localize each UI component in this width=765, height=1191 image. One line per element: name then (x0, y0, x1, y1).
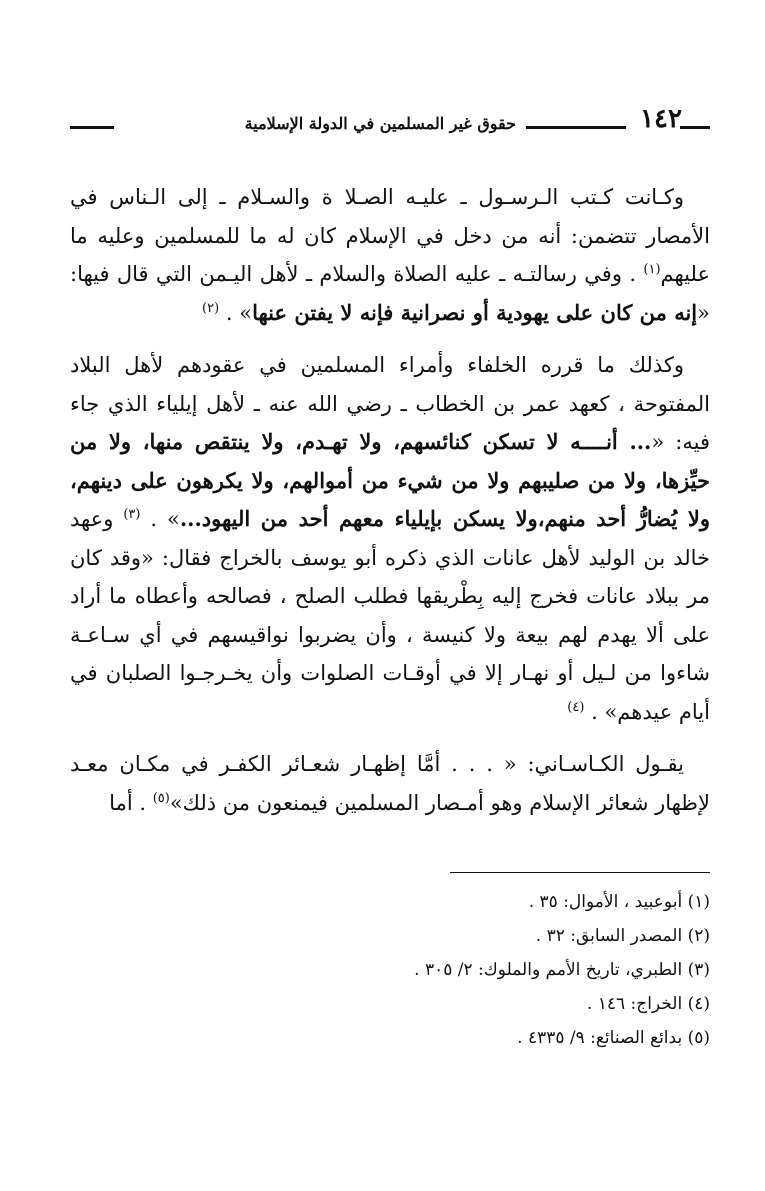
footnote-ref-3: (٣) (123, 507, 141, 522)
page-number: ١٤٢ (640, 104, 682, 134)
footnote-ref-4: (٤) (567, 699, 585, 715)
paragraph-1 (70, 178, 710, 332)
covenant-quote: ... أنــــه لا تسكن كنائسهم، ولا تهـدم، ولا ينتقص منها، ولا من حيِّزها، ولا من صليبهم ولا من شيء من أموالهم، ولا يكرهون على دينهم، ولا يُضارُّ أحد منهم،ولا يسكن بإيلياء معهم أحد من اليهود... (70, 429, 710, 531)
footnote-2: (٢) المصدر السابق: ٣٢ . (535, 926, 710, 946)
book-page (70, 0, 710, 1191)
paragraph-3 (70, 745, 710, 822)
header-rule-left (70, 126, 114, 129)
paragraph-3-text-2: . أما (109, 790, 153, 815)
footnote-ref-1: (١) (643, 262, 661, 277)
header-rule-middle (526, 126, 626, 129)
paragraph-2-text-2: » . (150, 507, 180, 531)
paragraph-2 (70, 346, 710, 731)
footnote-ref-5: (٥) (152, 790, 170, 806)
paragraph-1-text: وكـانت كـتب الـرسـول ـ عليـه الصـلا ة والسـلام ـ إلى الـناس في الأمصار تتضمن: أنه من دخل في الإسلام كان له ما للمسلمين وعليه ما عليهم (70, 185, 710, 286)
footnotes-list (70, 885, 710, 1055)
footnote-4: (٤) الخراج: ١٤٦ . (586, 994, 710, 1014)
main-text (70, 178, 710, 836)
header-rule-right (680, 126, 710, 129)
paragraph-1-text-3: » . (225, 300, 253, 325)
paragraph-1-text-2: . وفي رسالتـه ـ عليه الصلاة والسلام ـ لأهل اليـمن التي قال فيها: « (70, 262, 710, 325)
paragraph-2-text: وكذلك ما قرره الخلفاء وأمراء المسلمين في عقودهم لأهل البلاد المفتوحة ، كعهد عمر بن الخطاب ـ رضي الله عنه ـ لأهل إيلياء الذي جاء فيه: « (70, 353, 710, 454)
paragraph-2-text-3: وعهد خالد بن الوليد لأهل عانات الذي ذكره أبو يوسف بالخراج فقال: «وقد كان مر ببلاد عانات فخرج إليه بِطْريقها فطلب الصلح ، فصالحه وأعطاه ما أراد على ألا يهدم لهم بيعة ولا كنيسة ، وأن يضربوا نواقيسهم في أي سـاعـة شاءوا من لـيل أو نهـار إلا في أوقـات الصلوات وأن يخـرجـوا الصلبان في أيام عيدهم» . (70, 507, 710, 724)
hadith-quote: إنه من كان على يهودية أو نصرانية فإنه لا يفتن عنها (252, 299, 698, 325)
running-header (70, 102, 710, 142)
footnote-1: (١) أبوعبيد ، الأموال: ٣٥ . (528, 892, 710, 912)
footnote-ref-2: (٢) (202, 300, 220, 316)
running-title: حقوق غير المسلمين في الدولة الإسلامية (244, 114, 516, 133)
footnote-3: (٣) الطبري، تاريخ الأمم والملوك: ٢/ ٣٠٥ . (414, 960, 710, 980)
paragraph-3-text: يقـول الكـاسـاني: « . . . أمَّا إظهـار شعـائر الكفـر في مكـان معـد لإظهار شعائر الإسلام وهو أمـصار المسلمين فيمنعون من ذلك» (70, 752, 710, 815)
footnote-5: (٥) بدائع الصنائع: ٩/ ٤٣٣٥ . (517, 1028, 710, 1048)
footnote-separator (450, 872, 710, 873)
